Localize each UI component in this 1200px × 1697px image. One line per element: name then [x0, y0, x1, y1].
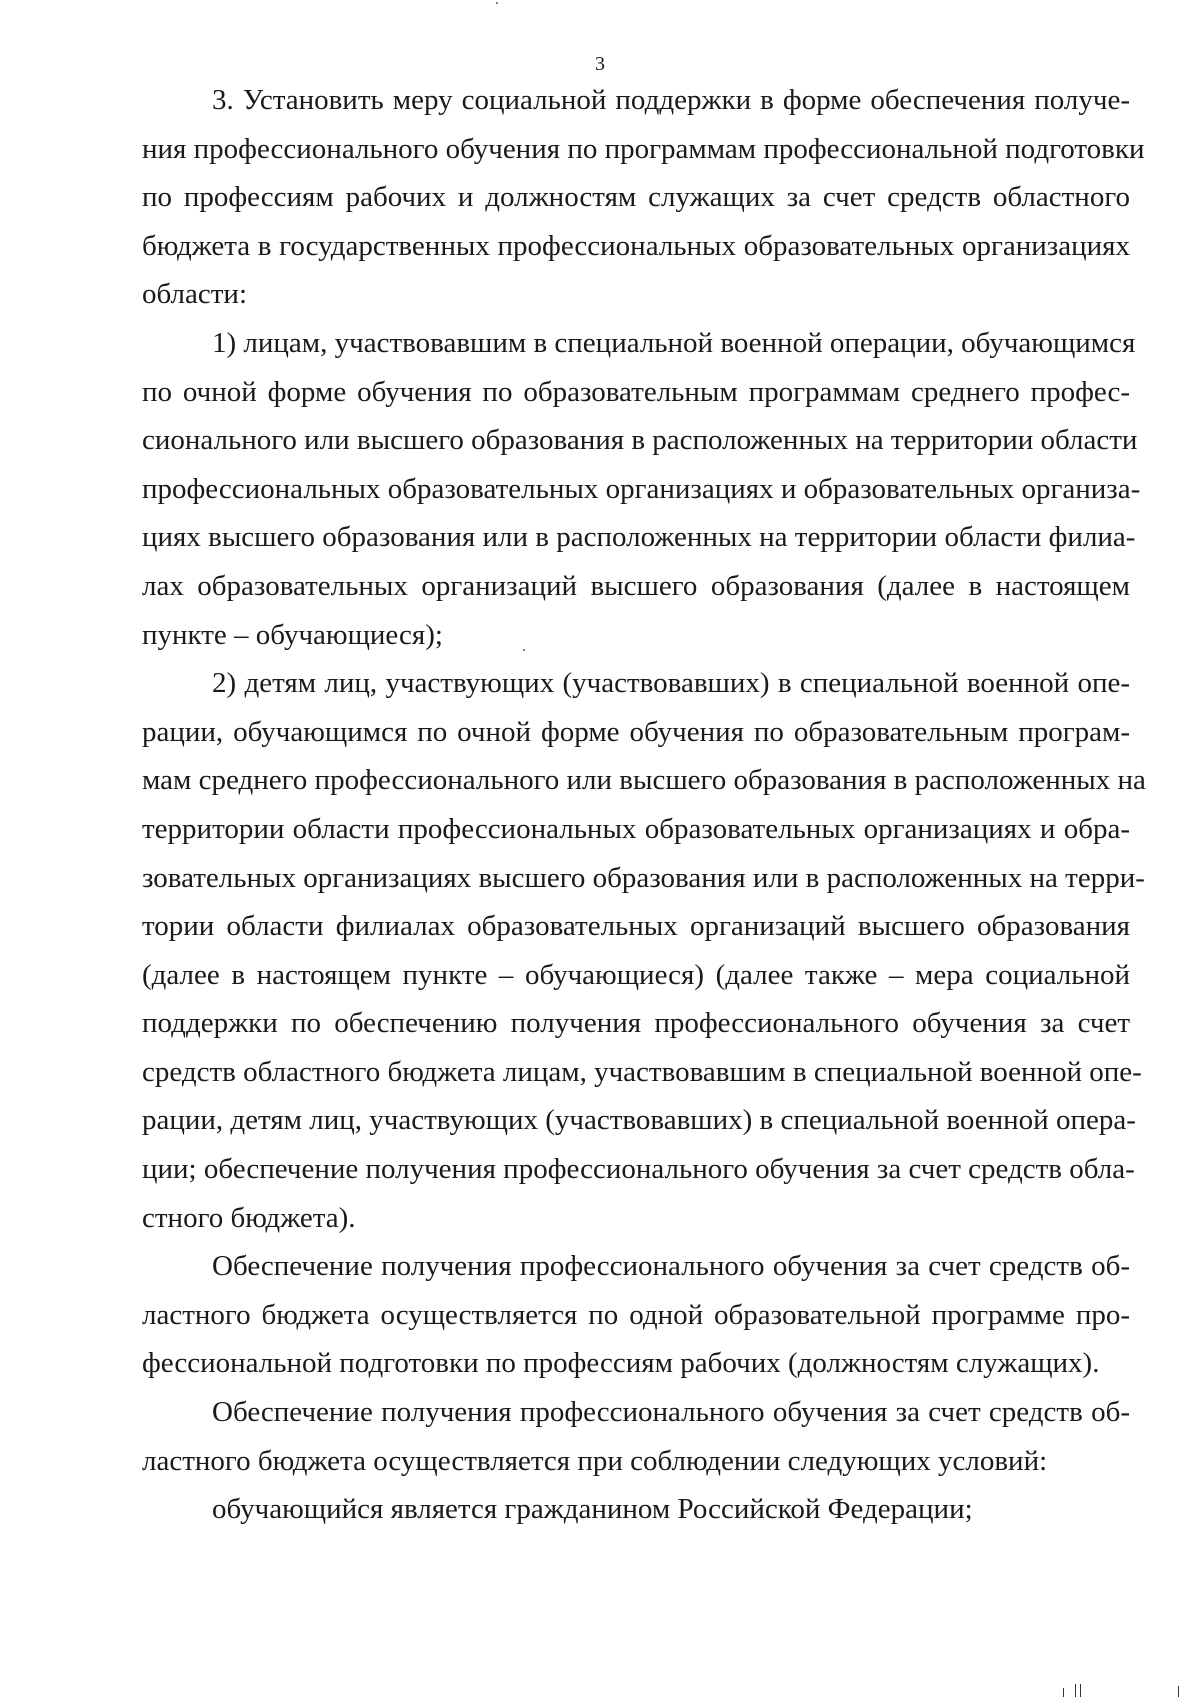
text-line: сионального или высшего образования в расположенных на территории области	[142, 424, 1138, 457]
text-line: рации, детям лиц, участвующих (участвовавших) в специальной военной опера-	[142, 1104, 1136, 1137]
text-line: 2) детям лиц, участвующих (участвовавших) в специальной военной опе-	[212, 667, 1130, 700]
paragraph-clause-3	[142, 76, 1145, 319]
text-line: 3. Установить меру социальной поддержки в форме обеспечения получе-	[212, 84, 1130, 116]
text-line: ции; обеспечение получения профессионального обучения за счет средств обла-	[142, 1153, 1135, 1186]
text-line: обучающийся является гражданином Российской Федерации;	[212, 1493, 973, 1526]
text-line: средств областного бюджета лицам, участвовавшим в специальной военной опе-	[142, 1055, 1142, 1088]
text-line: рации, обучающимся по очной форме обучения по образовательным програм-	[142, 715, 1130, 748]
paragraph-item-2	[142, 659, 1146, 1242]
text-line: профессиональных образовательных организациях и образовательных организа-	[142, 472, 1141, 505]
text-line: мам среднего профессионального или высшего образования в расположенных на	[142, 764, 1146, 797]
text-line: Обеспечение получения профессионального обучения за счет средств об-	[212, 1396, 1130, 1429]
text-line: циях высшего образования или в расположенных на территории области филиа-	[142, 521, 1136, 554]
text-line: зовательных организациях высшего образования или в расположенных на терри-	[142, 861, 1145, 894]
text-line: территории области профессиональных образовательных организациях и обра-	[142, 812, 1130, 845]
text-line: стного бюджета).	[142, 1201, 356, 1234]
scan-speck	[496, 2, 498, 4]
text-line: Обеспечение получения профессионального обучения за счет средств об-	[212, 1250, 1130, 1283]
scan-edge-mark	[1063, 1688, 1064, 1697]
scan-speck	[523, 649, 525, 651]
text-line: (далее в настоящем пункте – обучающиеся) (далее также – мера социальной	[142, 958, 1130, 991]
scan-edge-mark	[1178, 1686, 1179, 1697]
text-line: 1) лицам, участвовавшим в специальной военной операции, обучающимся	[212, 326, 1136, 359]
text-line: поддержки по обеспечению получения профессионального обучения за счет	[142, 1007, 1130, 1040]
page-number: 3	[595, 53, 605, 75]
paragraph-item-1	[142, 319, 1141, 659]
scan-edge-mark	[1080, 1684, 1081, 1697]
text-line: тории области филиалах образовательных организаций высшего образования	[142, 910, 1130, 943]
paragraph-conditions	[142, 1388, 1130, 1485]
text-line: бюджета в государственных профессиональных образовательных организациях	[142, 229, 1130, 262]
text-line: лах образовательных организаций высшего образования (далее в настоящем	[142, 569, 1130, 602]
text-line: фессиональной подготовки по профессиям рабочих (должностям служащих).	[142, 1347, 1100, 1380]
text-line: области:	[142, 278, 247, 311]
text-line: ластного бюджета осуществляется по одной образовательной программе про-	[142, 1298, 1130, 1331]
text-line: по профессиям рабочих и должностям служащих за счет средств областного	[142, 181, 1130, 214]
scan-edge-mark	[1075, 1684, 1076, 1697]
paragraph-citizenship	[142, 1485, 1130, 1534]
text-line: пункте – обучающиеся);	[142, 618, 443, 651]
text-line: ния профессионального обучения по программам профессиональной подготовки	[142, 132, 1145, 165]
text-line: ластного бюджета осуществляется при соблюдении следующих условий:	[142, 1444, 1048, 1477]
document-body	[142, 76, 1146, 1534]
text-line: по очной форме обучения по образовательным программам среднего профес-	[142, 375, 1130, 408]
paragraph-single-program	[142, 1242, 1130, 1388]
